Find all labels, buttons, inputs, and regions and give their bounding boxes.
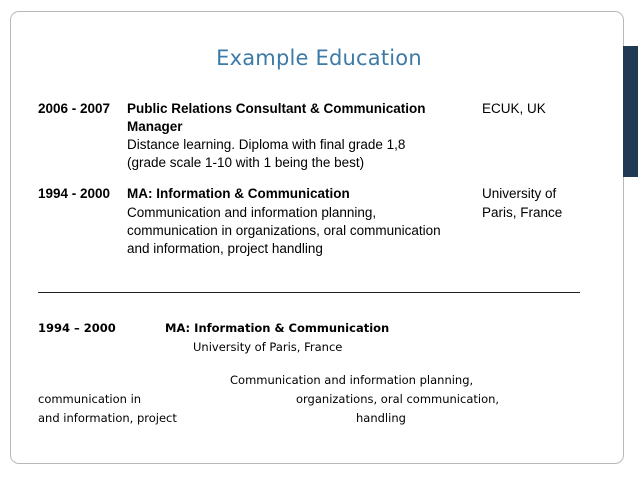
bad-example-line2-left: communication in (38, 392, 142, 406)
section-divider (38, 292, 580, 293)
bad-example-heading: MA: Information & Communication (165, 321, 390, 335)
entry-2-place-line2: Paris, France (482, 205, 563, 220)
entry-2-detail-line1: Communication and information planning, (127, 205, 377, 220)
entry-1-period: 2006 - 2007 (38, 101, 111, 116)
entry-1-detail-line1: Distance learning. Diploma with final grade 1,8 (127, 137, 406, 152)
entry-1-heading-line1: Public Relations Consultant & Communication (127, 101, 426, 116)
bad-example-line3-right: handling (356, 411, 406, 425)
entry-2-detail-line3: and information, project handling (127, 241, 323, 256)
entry-1-detail-line2: (grade scale 1-10 with 1 being the best) (127, 155, 365, 170)
entry-2-heading: MA: Information & Communication (127, 186, 350, 201)
bad-example-line2-right: organizations, oral communication, (296, 392, 500, 406)
bad-example-place: University of Paris, France (193, 340, 343, 354)
bad-example-line1: Communication and information planning, (230, 373, 474, 387)
bad-example-period: 1994 – 2000 (38, 321, 116, 335)
entry-1-place: ECUK, UK (482, 101, 546, 116)
entry-2-detail-line2: communication in organizations, oral communication (127, 223, 441, 238)
entry-2-place-line1: University of (482, 186, 557, 201)
entry-1-heading-line2: Manager (127, 119, 183, 134)
entry-2-period: 1994 - 2000 (38, 186, 111, 201)
slide-title: Example Education (216, 46, 422, 70)
bad-example-line3-left: and information, project (38, 411, 177, 425)
